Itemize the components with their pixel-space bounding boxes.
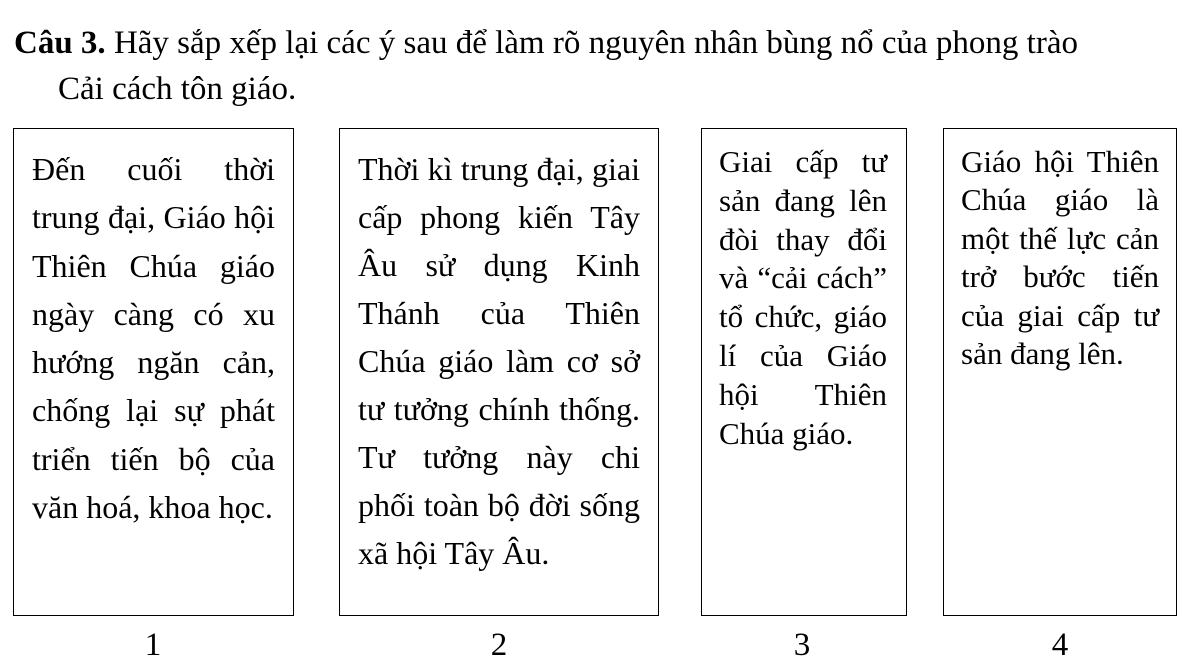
statement-card-1[interactable] — [13, 128, 294, 616]
statement-card-3[interactable] — [701, 128, 907, 616]
question-text-continued: Cải cách tôn giáo. — [58, 71, 297, 107]
statement-text-3: Giai cấp tư sản đang lên đòi thay đổi và “cải cách” tổ chức, giáo lí của Giáo hội Thiên Chúa giáo. — [719, 144, 887, 451]
statement-card-2[interactable] — [339, 128, 659, 616]
card-number-2: 2 — [490, 627, 508, 663]
question-number: Câu 3. — [14, 25, 106, 61]
question-line-1 — [14, 20, 1194, 66]
statement-card-4[interactable] — [943, 128, 1177, 616]
statement-text-2: Thời kì trung đại, giai cấp phong kiến Tây Âu sử dụng Kinh Thánh của Thiên Chúa giáo làm cơ sở tư tưởng chính thống. Tư tưởng này chi phối toàn bộ đời sống xã hội Tây Âu. — [358, 151, 640, 571]
statement-text-1: Đến cuối thời trung đại, Giáo hội Thiên Chúa giáo ngày càng có xu hướng ngăn cản, chống lại sự phát triển tiến bộ của văn hoá, khoa học. — [32, 151, 275, 526]
statement-text-4: Giáo hội Thiên Chúa giáo là một thế lực cản trở bước tiến của giai cấp tư sản đang lên. — [961, 144, 1159, 372]
card-number-4: 4 — [1051, 627, 1069, 663]
question-prompt — [14, 20, 1194, 112]
card-number-1: 1 — [144, 627, 162, 663]
question-text: Hãy sắp xếp lại các ý sau để làm rõ nguyên nhân bùng nổ của phong trào — [105, 25, 1078, 61]
card-number-3: 3 — [793, 627, 811, 663]
